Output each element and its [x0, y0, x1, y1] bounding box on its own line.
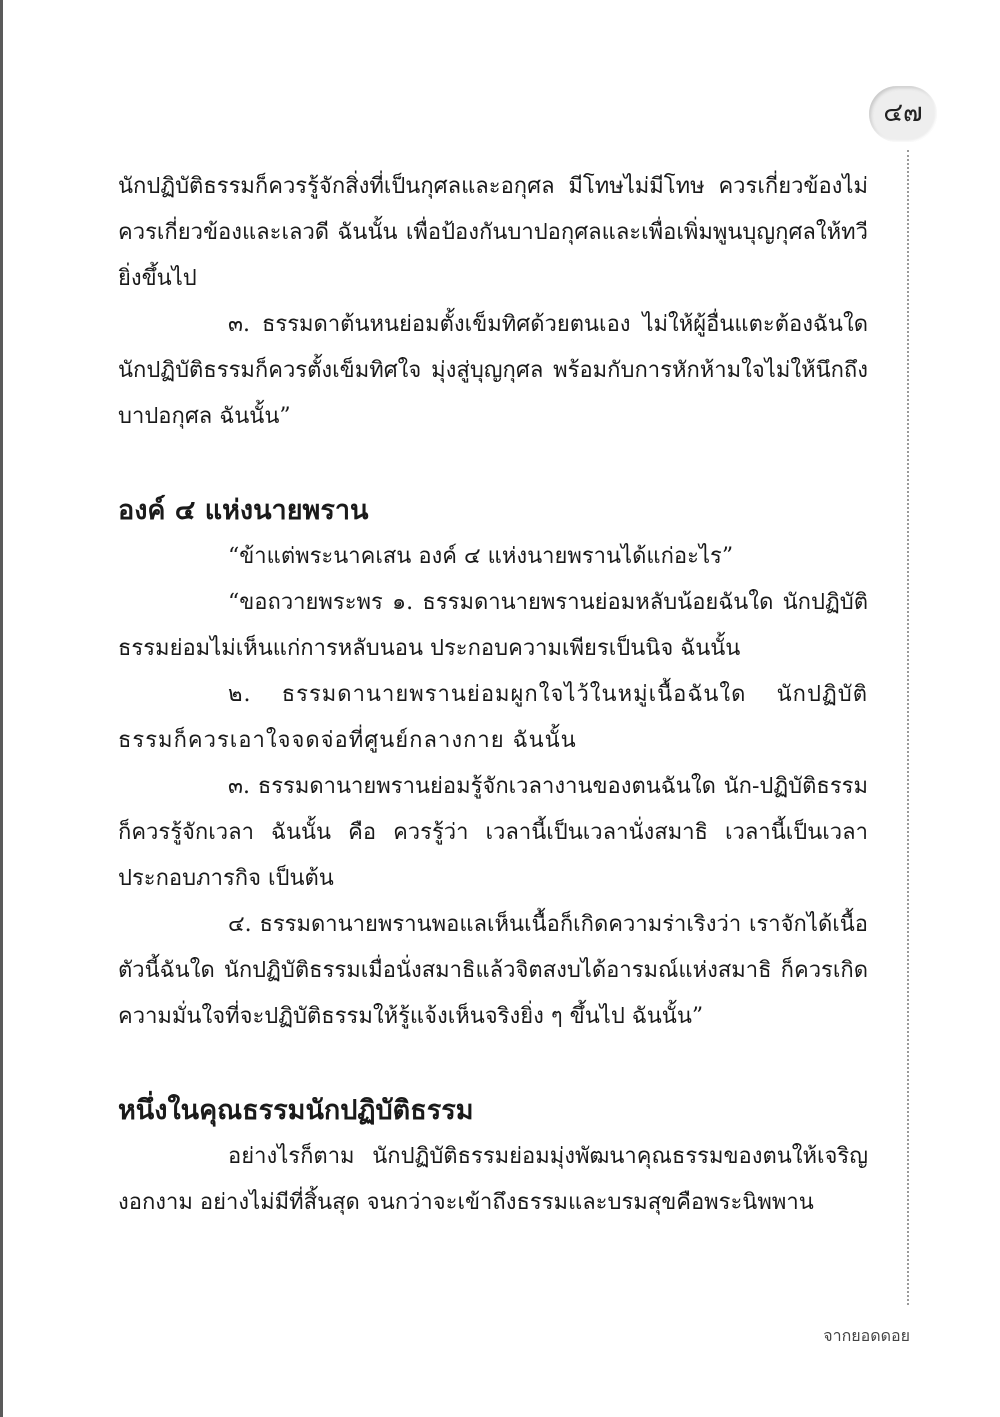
- section-heading-hunter: องค์ ๔ แห่งนายพราน: [118, 495, 369, 526]
- paragraph-item-2: ๒. ธรรมดานายพรานย่อมผูกใจไว้ในหมู่เนื้อฉันใด นักปฏิบัติธรรมก็ควรเอาใจจดจ่อที่ศูนย์กลางกาย ฉันนั้น: [118, 682, 868, 753]
- paragraph-item-1: “ขอถวายพระพร ๑. ธรรมดานายพรานย่อมหลับน้อยฉันใด นักปฏิบัติธรรมย่อมไม่เห็นแก่การหลับนอน ประกอบความเพียรเป็นนิจ ฉันนั้น: [118, 590, 868, 661]
- dotted-margin-rule: [907, 150, 909, 1305]
- paragraph-item-3: ๓. ธรรมดานายพรานย่อมรู้จักเวลางานของตนฉันใด นัก-ปฏิบัติธรรมก็ควรรู้จักเวลา ฉันนั้น คือ ควรรู้ว่า เวลานี้เป็นเวลานั่งสมาธิ เวลานี้เป็นเวลาประกอบภารกิจ เป็นต้น: [118, 774, 868, 891]
- paragraph-item-4: ๔. ธรรมดานายพรานพอแลเห็นเนื้อก็เกิดความร่าเริงว่า เราจักได้เนื้อตัวนี้ฉันใด นักปฏิบัติธรรมเมื่อนั่งสมาธิแล้วจิตสงบได้อารมณ์แห่งสมาธิ ก็ควรเกิดความมั่นใจที่จะปฏิบัติธรรมให้รู้แจ้งเห็นจริงยิ่ง ๆ ขึ้นไป ฉันนั้น”: [118, 912, 868, 1029]
- page-left-border: [0, 0, 3, 1417]
- paragraph-item-3-navigator: ๓. ธรรมดาต้นหนย่อมตั้งเข็มทิศด้วยตนเอง ไม่ให้ผู้อื่นแตะต้องฉันใด นักปฏิบัติธรรมก็ควรตั้งเข็มทิศใจ มุ่งสู่บุญกุศล พร้อมกับการหักห้ามใจไม่ให้นึกถึงบาปอกุศล ฉันนั้น”: [118, 312, 868, 429]
- footer-book-title: จากยอดดอย: [823, 1326, 910, 1345]
- paragraph-question: “ข้าแต่พระนาคเสน องค์ ๔ แห่งนายพรานได้แก่อะไร”: [228, 544, 734, 569]
- paragraph-continuation: นักปฏิบัติธรรมก็ควรรู้จักสิ่งที่เป็นกุศลและอกุศล มีโทษไม่มีโทษ ควรเกี่ยวข้องไม่ควรเกี่ยวข้องและเลวดี ฉันนั้น เพื่อป้องกันบาปอกุศลและเพื่อเพิ่มพูนบุญกุศลให้ทวียิ่งขึ้นไป: [118, 174, 868, 291]
- page-number-badge: [869, 86, 937, 142]
- section-heading-virtue: หนึ่งในคุณธรรมนักปฏิบัติธรรม: [118, 1095, 474, 1126]
- page-body: [118, 164, 868, 1226]
- paragraph-conclusion: อย่างไรก็ตาม นักปฏิบัติธรรมย่อมมุ่งพัฒนาคุณธรรมของตนให้เจริญงอกงาม อย่างไม่มีที่สิ้นสุด จนกว่าจะเข้าถึงธรรมและบรมสุขคือพระนิพพาน: [118, 1144, 868, 1215]
- page-number: ๔๗: [883, 98, 923, 128]
